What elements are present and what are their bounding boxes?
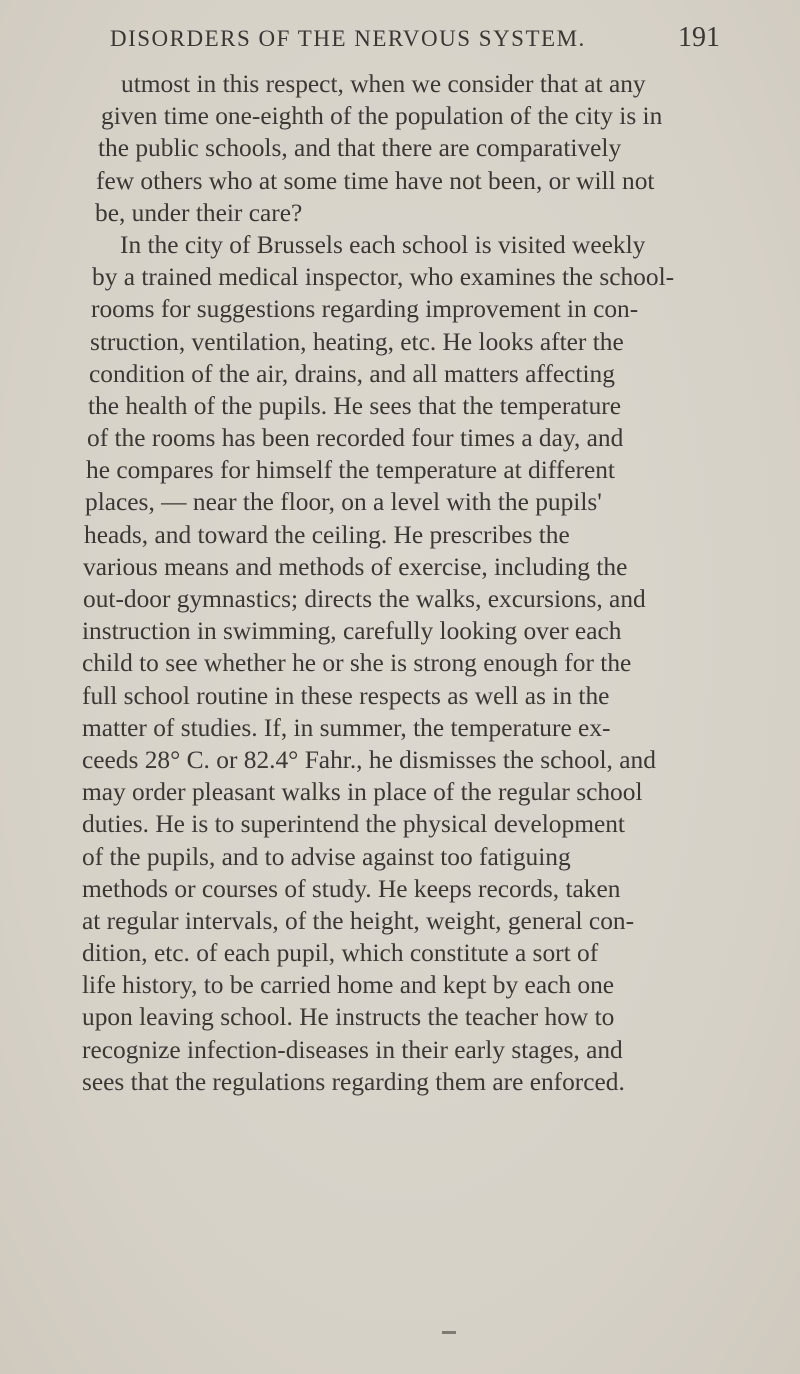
text-line: out-door gymnastics; directs the walks, excursions, and <box>83 585 646 613</box>
footer-mark <box>442 1331 456 1334</box>
text-line: methods or courses of study. He keeps records, taken <box>82 874 621 903</box>
text-line: In the city of Brussels each school is visited weekly <box>120 230 646 259</box>
text-line: of the rooms has been recorded four times a day, and <box>87 424 624 453</box>
text-line: rooms for suggestions regarding improvement in con- <box>91 295 639 324</box>
text-line: various means and methods of exercise, including the <box>83 552 628 581</box>
text-line: heads, and toward the ceiling. He prescribes the <box>84 520 570 549</box>
running-title: DISORDERS OF THE NERVOUS SYSTEM. <box>110 26 586 51</box>
text-line: full school routine in these respects as well as in the <box>82 681 610 710</box>
body-text <box>0 68 800 1098</box>
text-line: may order pleasant walks in place of the regular school <box>82 778 643 807</box>
text-line: be, under their care? <box>95 198 303 227</box>
text-line: by a trained medical inspector, who examines the school- <box>92 263 675 292</box>
text-line: given time one-eighth of the population of the city is in <box>101 102 663 131</box>
text-line: at regular intervals, of the height, weight, general con- <box>82 906 635 935</box>
text-line: ceeds 28° C. or 82.4° Fahr., he dismisses the school, and <box>82 745 656 774</box>
running-head <box>110 18 730 62</box>
text-line: sees that the regulations regarding them are enforced. <box>82 1067 625 1096</box>
text-line: matter of studies. If, in summer, the temperature ex- <box>82 713 611 742</box>
text-line: recognize infection-diseases in their early stages, and <box>82 1035 623 1064</box>
text-line: the public schools, and that there are comparatively <box>98 134 622 163</box>
text-line: places, — near the floor, on a level with the pupils' <box>85 488 602 517</box>
text-line: the health of the pupils. He sees that the temperature <box>88 391 622 420</box>
text-line: of the pupils, and to advise against too fatiguing <box>82 842 571 871</box>
text-line: duties. He is to superintend the physical development <box>82 810 625 839</box>
text-line: few others who at some time have not been, or will not <box>96 166 655 195</box>
text-line: he compares for himself the temperature at different <box>86 456 615 485</box>
text-line: life history, to be carried home and kept by each one <box>82 971 615 1000</box>
text-line: utmost in this respect, when we consider that at any <box>121 70 646 98</box>
page-number: 191 <box>678 22 720 53</box>
text-line: struction, ventilation, heating, etc. He looks after the <box>90 327 624 356</box>
text-line: dition, etc. of each pupil, which constitute a sort of <box>82 939 599 968</box>
text-line: upon leaving school. He instructs the teacher how to <box>82 1003 615 1032</box>
text-line: instruction in swimming, carefully looking over each <box>82 617 622 646</box>
text-line: child to see whether he or she is strong enough for the <box>82 649 632 678</box>
text-line: condition of the air, drains, and all matters affecting <box>89 359 615 388</box>
